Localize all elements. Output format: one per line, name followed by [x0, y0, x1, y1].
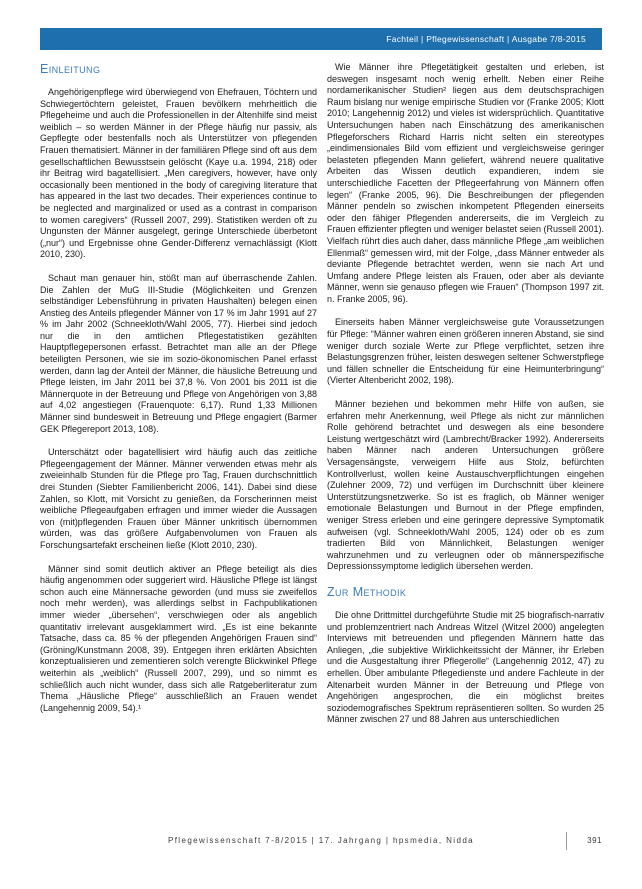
page-number: 391: [587, 836, 602, 845]
section-heading-methodik: Zur Methodik: [327, 584, 407, 599]
header-banner: [40, 28, 602, 50]
left-column: [40, 62, 317, 738]
header-banner-text: Fachteil | Pflegewissenschaft | Ausgabe 7/8-2015: [386, 34, 586, 44]
paragraph: Unterschätzt oder bagatellisiert wird häufig auch das zeitliche Pflegeengagement der Männer. Männer verwenden etwas mehr als zweieinhalb Stunden für die Pflege pro Tag, Frauen durchschnittlich drei Stunden (Siebter Familienbericht 2006, 141). Dabei sind diese Zahlen, so Klott, mit Vorsicht zu genießen, da Forscherinnen meist weibliche Pflegeaufgaben erfragen und immer wieder die Aussagen von (mit)pflegenden Frauen über Männer unkritisch übernommen würden, was das größere Aufgabenvolumen von Frauen als Forschungsartefakt erscheinen ließe (Klott 2010, 230).: [40, 447, 317, 550]
paragraph: Wie Männer ihre Pflegetätigkeit gestalten und erleben, ist deswegen insgesamt noch wenig erhellt. Neben einer Reihe nordamerikanischer Studien² liegen aus dem deutschsprachigen Raum bislang nur wenige empirische Studien vor (Franke 2005; Klott 2010; Langehennig 2012) und vieles ist widersprüchlich. Quantitative Untersuchungen haben nach Einschätzung des amerikanischen Pflegeforschers Richard Harris nicht selten ein stereotypes „eindimensionales Bild vom effizient und vergleichsweise geringer belasteten pflegenden Mann geliefert, während neuere qualitative Arbeiten das Wissen deutlich expandieren, indem sie unterschiedliche Facetten der Pflegeerfahrung von Männern offen legen“ (Franke 2005, 96). Die Beschreibungen der pflegenden Männer pendeln so zwischen inkompetent Pflegenden einerseits oder den fähiger Pflegenden andererseits, die im Vergleich zu Frauen effizienter pflegten und weniger belastet seien (Russell 2001). Vielfach rührt dies auch daher, dass männliche Pflege „am weiblichen Ellenmaß“ gemessen wird, mit der Folge, „dass Männer entweder als deviante Pflegende betrachtet werden, wenn sie nach Art und Umfang andere Pflege leisten als Frauen, oder aber als deviante Männer, wenn sie genauso pflegen wie Frauen“ (Thompson 1997 zit. n. Franke 2005, 96).: [327, 62, 605, 304]
footer-journal-info: Pflegewissenschaft 7-8/2015 | 17. Jahrgang | hpsmedia, Nidda: [167, 836, 475, 845]
footer-divider: [566, 832, 567, 850]
paragraph: Schaut man genauer hin, stößt man auf überraschende Zahlen. Die Zahlen der MuG III-Studie (Möglichkeiten und Grenzen selbständiger Lebensführung in privaten Haushalten) belegen einen Anstieg des Anteils pflegender Männer von 17 % im Jahr 1991 auf 27 % im Jahr 2002 (Schneekloth/Wahl 2005, 77). Hierbei sind jedoch nur die in den amtlichen Pflegestatistiken gezählten Hauptpflegepersonen erfasst. Betrachtet man alle an der Pflege beteiligten Personen, wie sie im sozio-ökonomischen Panel erfasst werden, dann lag der Anteil der Männer, die häusliche Betreuung und Pflege leisten, im Jahr 2011 bei 37,8 %. Von 2001 bis 2011 ist die Männerquote in der Betreuung und Pflege von Angehörigen von 3,88 auf 4,02 angestiegen (Frauenquote: 6,17). Rund 1,33 Millionen Männer sind bundesweit in Betreuung und Pflege engagiert (Barmer GEK Pflegereport 2013, 108).: [40, 272, 317, 434]
page-footer: [40, 832, 602, 850]
paragraph: Die ohne Drittmittel durchgeführte Studie mit 25 biografisch-narrativ und problemzentriert nach Andreas Witzel (Witzel 2000) angelegten Interviews mit betreuenden und pflegenden Männern hatte das Anliegen, „die subjektive Wirklichkeitssicht der Männer, ihr Erleben und die Ausgestaltung ihrer Pflegerolle“ (Langehennig 2012, 47) zu erhellen. Über ambulante Pflegedienste und andere Fachleute in der Altenarbeit wurden Männer in der Betreuung und Pflege von Angehörigen angesprochen, die ein möglichst breites soziodemografisches Spektrum repräsentieren sollten. So wurden 25 Männer zwischen 27 und 88 Jahren aus unterschiedlichen: [327, 609, 604, 725]
paragraph: Männer beziehen und bekommen mehr Hilfe von außen, sie erfahren mehr Anerkennung, weil Pflege als nicht zur männlichen Rolle gehörend betrachtet und deswegen als eine besondere Leistung wertgeschätzt wird (Lambrecht/Bracker 1992). Andererseits haben Männer nach anderen Untersuchungen größere Versagensängste, verweigern Hilfe aus Stolz, befürchten Kontrollverlust, wollen keine Austauschverpflichtungen eingehen (Zulehner 2009, 72) und verfügen im Durchschnitt über kleinere Unterstützungsnetzwerke. So ist es fraglich, ob Männer weniger emotionale Belastungen und Burnout in der Pflege empfinden, weniger Stress erleben und eine geringere depressive Symptomatik aufweisen (vgl. Schneekloth/Wahl 2005, 124) oder ob es zum tradierten Bild von Männlichkeit, Belastungen weniger wahrzunehmen und zu verleugnen oder ob männerspezifische Depressionssymptome lediglich übersehen werden.: [327, 399, 604, 572]
article-body: [40, 62, 605, 738]
section-heading-einleitung: Einleitung: [40, 62, 101, 76]
paragraph: Männer sind somit deutlich aktiver an Pflege beteiligt als dies häufig angenommen oder suggeriert wird. Häusliche Pflege ist längst schon auch eine Männersache geworden (und muss sie zweifellos noch mehr werden), was allerdings selbst in Fachpublikationen immer wieder „übersehen“, verschwiegen oder als angeblich quantitativ irrelevant ausgeklammert wird. „Es ist eine bekannte Tatsache, dass ca. 85 % der pflegenden Angehörigen Frauen sind“ (Gröning/Kunstmann 2008, 39). Entgegen ihren erklärten Absichten konzeptualisieren und zementieren solch verengte Blickwinkel Pflege weiterhin als „weiblich“ (Russell 2007, 299), und so nimmt es schließlich auch nicht wunder, dass sich alle Ratgeberliteratur zum Thema „Häusliche Pflege“ ausschließlich an Frauen wendet (Langehennig 2009, 54).¹: [40, 563, 317, 713]
right-column: [327, 62, 604, 738]
paragraph: Einerseits haben Männer vergleichsweise gute Voraussetzungen für Pflege: “Männer wahren einen größeren inneren Abstand, sie sind weniger durch soziale Werte zur Pflege verpflichtet, setzen ihre Belastungsgrenzen früher, leisten deswegen seltener Schwerstpflege und fällen schneller die Entscheidung für eine Heimunterbringung“ (Vierter Altenbericht 2002, 198).: [327, 317, 604, 386]
paragraph: Angehörigenpflege wird überwiegend von Ehefrauen, Töchtern und Schwiegertöchtern geleistet, Frauen bevölkern mehrheitlich die Pflegeheime und auch die Professionellen in der Altenhilfe sind meist weiblich – so werden Männer in der Pflege häufig nur passiv, als Gepflegte oder bestenfalls noch als Unterstützer von pflegenden Frauen thematisiert. Männer in der familiären Pflege sind oft aus dem gesellschaftlichen Bewusstsein gelöscht (Kaye u.a. 1994, 218) oder ihr Beitrag wird bagatellisiert. „Men caregivers, however, have only occasionally been mentioned in the body of caregiving literature that has appeared in the last two decades. Their experiences continue to be neglected and marginalized or used as a contrast in comparison to women caregivers“ (Russell 2007, 299). Statistiken werden oft zu Ungunsten der Männer ausgelegt, geringe Unterschiede überbetont („nur“) und Ergebnisse ohne Gender-Differenz vernachlässigt (Klott 2010, 230).: [40, 87, 317, 260]
